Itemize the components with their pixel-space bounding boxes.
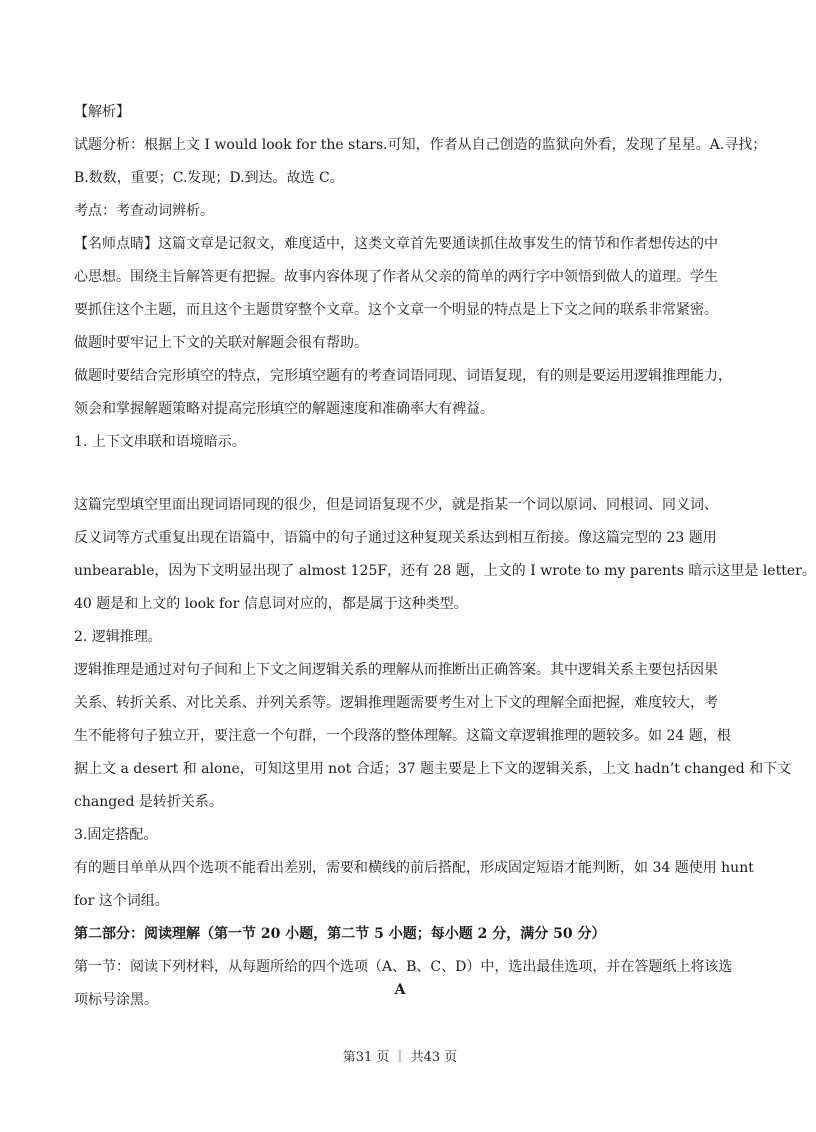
text-line: 做题时要牢记上下文的关联对解题会很有帮助。: [74, 335, 368, 351]
passage-label: A: [394, 982, 406, 998]
text-line: 要抓住这个主题，而且这个主题贯穿整个文章。这个文章一个明显的特点是上下文之间的联系非常紧密。: [74, 302, 718, 318]
text-line: 反义词等方式重复出现在语篇中，语篇中的句子通过这种复现关系达到相互衔接。像这篇完型的 23 题用: [74, 530, 717, 546]
text-line: unbearable，因为下文明显出现了 almost 125F，还有 28 题，上文的 I wrote to my parents 暗示这里是 letter。: [74, 563, 816, 579]
text-line: 有的题目单单从四个选项不能看出差别，需要和横线的前后搭配，形成固定短语才能判断，如 34 题使用 hunt: [74, 860, 754, 876]
numbered-point: 3.固定搭配。: [74, 827, 158, 843]
text-line: 据上文 a desert 和 alone，可知这里用 not 合适；37 题主要是上下文的逻辑关系，上文 hadn’t changed 和下文: [74, 761, 792, 777]
text-line: 关系、转折关系、对比关系、并列关系等。逻辑推理题需要考生对上下文的理解全面把握，难度较大，考: [74, 695, 718, 711]
text-line: 【名师点睛】这篇文章是记叙文，难度适中，这类文章首先要通读抓住故事发生的情节和作者想传达的中: [74, 236, 718, 252]
analysis-heading: 【解析】: [74, 104, 130, 120]
text-line: 试题分析：根据上文 I would look for the stars.可知，作者从自己创造的监狱向外看，发现了星星。A.寻找；: [74, 137, 767, 153]
text-line: 领会和掌握解题策略对提高完形填空的解题速度和准确率大有裨益。: [74, 401, 494, 417]
text-line: 生不能将句子独立开，要注意一个句群，一个段落的整体理解。这篇文章逻辑推理的题较多。如 24 题，根: [74, 728, 731, 744]
text-line: B.数数，重要；C.发现；D.到达。故选 C。: [74, 170, 344, 186]
paragraph-gap: [74, 459, 734, 489]
text-line: 逻辑推理是通过对句子间和上下文之间逻辑关系的理解从而推断出正确答案。其中逻辑关系主要包括因果: [74, 662, 718, 678]
text-line: 考点：考查动词辨析。: [74, 203, 214, 219]
text-line: 这篇完型填空里面出现词语同现的很少，但是词语复现不少，就是指某一个词以原词、同根词、同义词、: [74, 497, 718, 513]
page-footer: 第31 页 ｜ 共43 页: [342, 1050, 458, 1065]
numbered-point: 2. 逻辑推理。: [74, 629, 162, 645]
text-line: 做题时要结合完形填空的特点，完形填空题有的考查词语同现、词语复现，有的则是要运用逻辑推理能力，: [74, 368, 732, 384]
text-line: 第一节：阅读下列材料，从每题所给的四个选项（A、B、C、D）中，选出最佳选项，并在答题纸上将该选: [74, 959, 733, 975]
section-heading: 第二部分：阅读理解（第一节 20 小题，第二节 5 小题；每小题 2 分，满分 50 分）: [74, 926, 606, 942]
text-line: 40 题是和上文的 look for 信息词对应的，都是属于这种类型。: [74, 596, 468, 612]
numbered-point: 1. 上下文串联和语境暗示。: [74, 434, 246, 450]
text-line: 项标号涂黑。: [74, 992, 158, 1008]
text-line: changed 是转折关系。: [74, 794, 223, 810]
document-body: [74, 96, 816, 1017]
text-line: 心思想。围绕主旨解答更有把握。故事内容体现了作者从父亲的简单的两行字中领悟到做人的道理。学生: [74, 269, 718, 285]
text-line: for 这个词组。: [74, 893, 169, 909]
